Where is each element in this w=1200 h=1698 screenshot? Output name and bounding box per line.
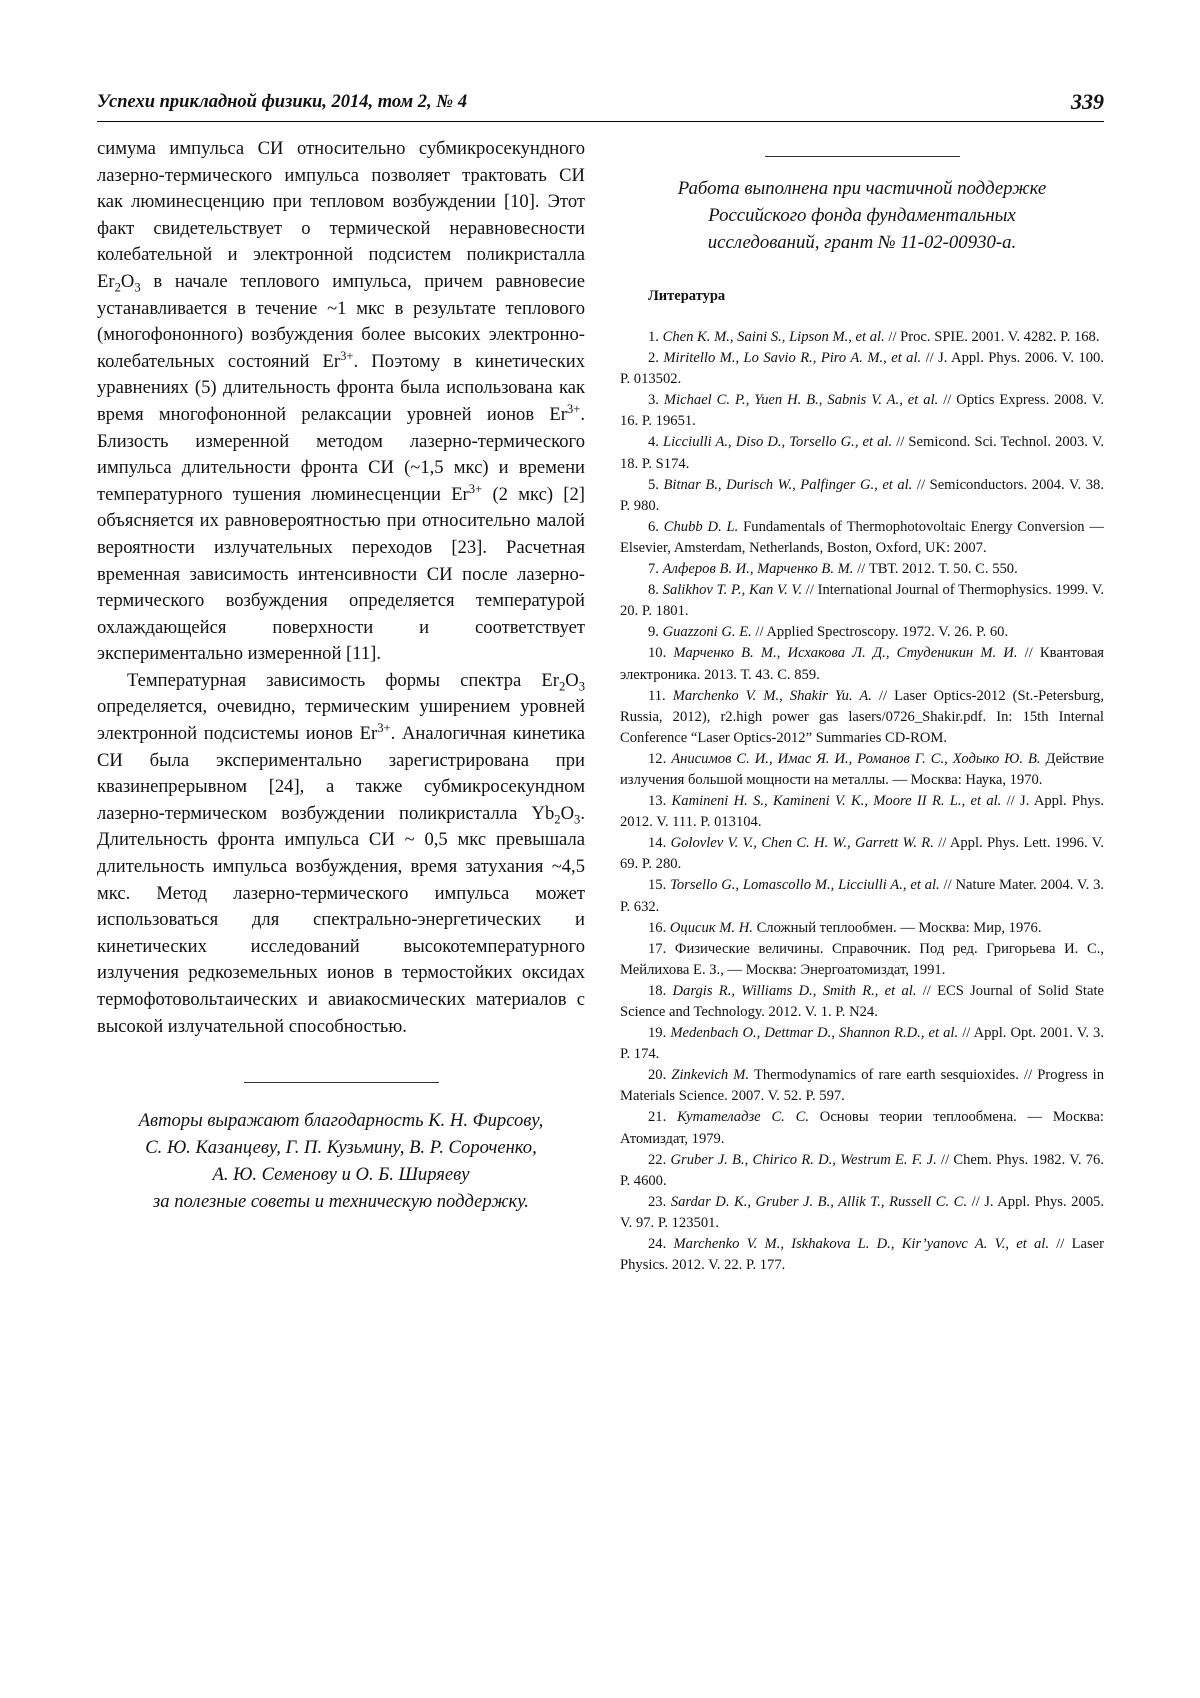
section-separator <box>765 156 960 157</box>
running-header <box>97 89 1104 114</box>
left-column <box>97 136 585 1215</box>
reference-item: 2. Miritello M., Lo Savio R., Piro A. M., et al. // J. Appl. Phys. 2006. V. 100. P. 013502. <box>620 350 1104 388</box>
subscript: 2 <box>554 812 561 827</box>
funding-note <box>620 175 1104 256</box>
acknowledgement-line: Авторы выражают благодарность К. Н. Фирсову, <box>138 1110 544 1132</box>
reference-item: 15. Torsello G., Lomascollo M., Licciulli A., et al. // Nature Mater. 2004. V. 3. P. 632. <box>620 877 1105 915</box>
reference-authors: Marchenko V. M., Iskhakova L. D., Kir’yanovc A. V., et al. <box>673 1236 1049 1253</box>
page-number: 339 <box>1071 89 1104 114</box>
subscript: 3 <box>134 280 141 295</box>
section-separator <box>244 1082 439 1083</box>
reference-authors: Gruber J. B., Chirico R. D., Westrum E. F. J. <box>670 1151 937 1168</box>
reference-item: 19. Medenbach O., Dettmar D., Shannon R.D., et al. // Appl. Opt. 2001. V. 3. P. 174. <box>620 1025 1105 1063</box>
reference-authors: Marchenko V. M., Shakir Yu. A. <box>672 687 872 704</box>
subscript: 2 <box>558 679 566 694</box>
reference-item: 22. Gruber J. B., Chirico R. D., Westrum E. F. J. // Chem. Phys. 1982. V. 76. P. 4600. <box>620 1151 1104 1189</box>
acknowledgement <box>97 1107 585 1215</box>
reference-authors: Miritello M., Lo Savio R., Piro A. M., et al. <box>663 350 922 367</box>
subscript: 3 <box>574 812 581 827</box>
superscript: 3+ <box>340 348 354 363</box>
right-column <box>620 136 1104 1276</box>
reference-authors: Оцисик М. Н. <box>669 919 753 936</box>
acknowledgement-line: за полезные советы и техническую поддержку. <box>153 1191 529 1213</box>
funding-line: Российского фонда фундаментальных <box>708 205 1016 226</box>
reference-item: 4. Licciulli A., Diso D., Torsello G., et al. // Semicond. Sci. Technol. 2003. V. 18. P. S174. <box>620 434 1105 472</box>
reference-authors: Kamineni H. S., Kamineni V. K., Moore II R. L., et al. <box>671 793 1002 810</box>
reference-item: 18. Dargis R., Williams D., Smith R., et al. // ECS Journal of Solid State Science and Technology. 2012. V. 1. P. N24. <box>620 982 1104 1020</box>
superscript: 3+ <box>468 481 483 496</box>
reference-authors: Torsello G., Lomascollo M., Licciulli A., et al. <box>670 877 940 894</box>
reference-item: 20. Zinkevich M. Thermodynamics of rare earth sesquioxides. // Progress in Materials Science. 2007. V. 52. P. 597. <box>620 1067 1105 1105</box>
reference-authors: Анисимов С. И., Имас Я. И., Романов Г. С., Ходыко Ю. В. <box>671 750 1041 767</box>
reference-item: 9. Guazzoni G. E. // Applied Spectroscopy. 1972. V. 26. P. 60. <box>648 624 1009 641</box>
reference-item: 13. Kamineni H. S., Kamineni V. K., Moore II R. L., et al. // J. Appl. Phys. 2012. V. 111. P. 013104. <box>620 793 1104 831</box>
reference-authors: Chen K. M., Saini S., Lipson M., et al. <box>662 329 885 345</box>
reference-item: 6. Chubb D. L. Fundamentals of Thermophotovoltaic Energy Conversion — Elsevier, Amsterdam, Netherlands, Boston, Oxford, UK: 2007. <box>620 518 1105 556</box>
reference-authors: Алферов В. И., Марченко В. М. <box>662 561 854 578</box>
reference-authors: Bitnar B., Durisch W., Palfinger G., et al. <box>663 476 913 493</box>
reference-authors: Salikhov T. P., Kan V. V. <box>662 582 803 599</box>
reference-item: 10. Марченко В. М., Исхакова Л. Д., Студеникин М. И. // Квантовая электроника. 2013. Т. 43. С. 859. <box>620 645 1105 683</box>
subscript: 3 <box>578 679 585 694</box>
reference-item: 24. Marchenko V. M., Iskhakova L. D., Kir’yanovc A. V., et al. // Laser Physics. 2012. V. 22. P. 177. <box>620 1236 1104 1274</box>
reference-authors: Chubb D. L. <box>663 518 739 535</box>
reference-authors: Golovlev V. V., Chen C. H. W., Garrett W. R. <box>670 835 934 852</box>
acknowledgement-line: А. Ю. Семенову и О. Б. Ширяеву <box>212 1164 470 1186</box>
reference-authors: Кутателадзе С. С. <box>677 1109 809 1126</box>
reference-item: 17. Физические величины. Справочник. Под ред. Григорьева И. С., Мейлихова Е. З., — Москва: Энергоатомиздат, 1991. <box>620 940 1104 978</box>
reference-item: 23. Sardar D. K., Gruber J. B., Allik T., Russell C. C. // J. Appl. Phys. 2005. V. 97. P. 123501. <box>620 1193 1104 1231</box>
funding-line: исследований, грант № 11-02-00930-а. <box>707 232 1017 253</box>
reference-list <box>620 327 1104 1276</box>
reference-item: 7. Алферов В. И., Марченко В. М. // ТВТ. 2012. Т. 50. С. 550. <box>648 561 1018 578</box>
reference-item: 3. Michael C. P., Yuen H. B., Sabnis V. A., et al. // Optics Express. 2008. V. 16. P. 19651. <box>620 392 1105 430</box>
reference-authors: Licciulli A., Diso D., Torsello G., et al. <box>663 434 893 451</box>
subscript: 2 <box>114 280 121 295</box>
reference-authors: Dargis R., Williams D., Smith R., et al. <box>672 982 917 999</box>
reference-item: 21. Кутателадзе С. С. Основы теории теплообмена. — Москва: Атомиздат, 1979. <box>620 1109 1104 1147</box>
body-paragraph: симума импульса СИ относительно субмикросекундного лазерно-термического импульса позволяет трактовать СИ как люминесценцию при тепловом возбуждении [10]. Этот факт свидетельствует о термической неравновесности колебательной и электронной подсистем поликристалла $Er_2O_3$ в начале теплового импульса, причем равновесие устанавливается в течение ~1 мкс в результате теплового (многофононного) возбуждения более высоких электронно-колебательных состояний $Er^{3+}$. Поэтому в кинетических уравнениях (5) длительность фронта была использована как время многофононной релаксации уровней ионов $Er^{3+}$. Близость измеренной методом лазерно-термического импульса длительности фронта СИ (~1,5 мкс) и времени температурного тушения люминесценции $Er^{3+}$ (2 мкс) [2] объясняется их равновероятностью при относительно малой вероятности излучательных переходов [23]. Расчетная временная зависимость интенсивности СИ после лазерно-термического возбуждения определяется температурой охлаждающейся поверхности и соответствует экспериментально измеренной [11]. <box>97 138 585 665</box>
reference-item: 8. Salikhov T. P., Kan V. V. // International Journal of Thermophysics. 1999. V. 20. P. 1801. <box>620 582 1104 620</box>
reference-authors: Sardar D. K., Gruber J. B., Allik T., Russell C. C. <box>670 1193 968 1210</box>
reference-item: 5. Bitnar B., Durisch W., Palfinger G., et al. // Semiconductors. 2004. V. 38. P. 980. <box>620 476 1104 514</box>
reference-authors: Zinkevich M. <box>671 1067 750 1084</box>
references-heading: Литература <box>648 288 726 304</box>
reference-item: 12. Анисимов С. И., Имас Я. И., Романов Г. С., Ходыко Ю. В. Действие излучения большой мощности на металлы. — Москва: Наука, 1970. <box>620 750 1104 788</box>
superscript: 3+ <box>377 720 391 735</box>
reference-item: 16. Оцисик М. Н. Сложный теплообмен. — Москва: Мир, 1976. <box>648 919 1042 936</box>
reference-authors: Medenbach O., Dettmar D., Shannon R.D., et al. <box>670 1025 959 1042</box>
reference-item: 1. Chen K. M., Saini S., Lipson M., et al. // Proc. SPIE. 2001. V. 4282. P. 168. <box>648 329 1100 345</box>
reference-item: 11. Marchenko V. M., Shakir Yu. A. // Laser Optics-2012 (St.-Petersburg, Russia, 2012), r2.high power gas lasers/0726_Shakir.pdf. In: 15th Internal Conference “Laser Optics-2012” Summaries CD-ROM. <box>620 687 1104 746</box>
superscript: 3+ <box>566 401 581 416</box>
header-rule <box>97 121 1104 122</box>
reference-authors: Michael C. P., Yuen H. B., Sabnis V. A., et al. <box>663 392 939 409</box>
reference-authors: Guazzoni G. E. <box>662 624 752 641</box>
journal-title: Успехи прикладной физики, 2014, том 2, № 4 <box>97 92 468 112</box>
acknowledgement-line: С. Ю. Казанцеву, Г. П. Кузьмину, В. Р. Сороченко, <box>145 1137 537 1159</box>
funding-line: Работа выполнена при частичной поддержке <box>677 178 1047 199</box>
body-paragraph: Температурная зависимость формы спектра $Er_2O_3$ определяется, очевидно, термическим уширением уровней электронной подсистемы ионов $Er^{3+}$. Аналогичная кинетика СИ была экспериментально зарегистрирована при квазинепрерывном [24], а также субмикросекундном лазерно-термическом возбуждении поликристалла $Yb_2O_3$. Длительность фронта импульса СИ ~ 0,5 мкс превышала длительность импульса возбуждения, время затухания ~4,5 мкс. Метод лазерно-термического импульса может использоваться для спектрально-энергетических и кинетических исследований высокотемпературного излучения редкоземельных ионов в термостойких оксидах термофотовольтаических и авиакосмических материалов с высокой излучательной способностью. <box>97 669 585 1037</box>
reference-authors: Марченко В. М., Исхакова Л. Д., Студеникин М. И. <box>673 645 1018 662</box>
reference-item: 14. Golovlev V. V., Chen C. H. W., Garrett W. R. // Appl. Phys. Lett. 1996. V. 69. P. 280. <box>620 835 1104 873</box>
